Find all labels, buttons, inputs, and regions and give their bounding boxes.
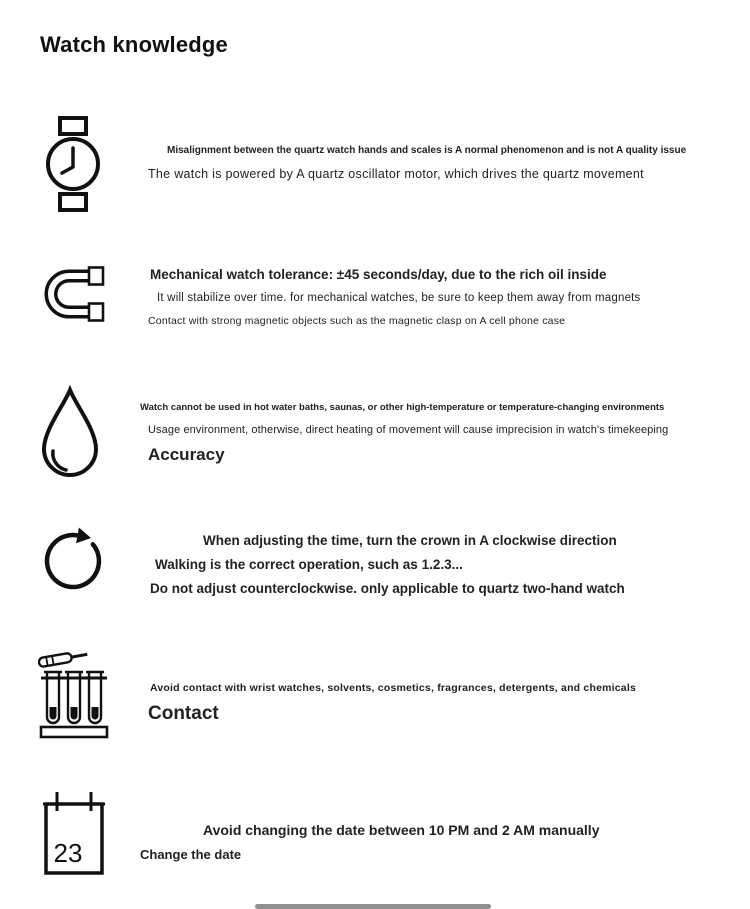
note-line: Misalignment between the quartz watch hands and scales is A normal phenomenon and is not A quality issue — [167, 145, 687, 156]
calendar-day: 23 — [53, 838, 83, 868]
section-text — [140, 383, 750, 468]
section-text — [140, 261, 750, 332]
note-line: Avoid contact with wrist watches, solvents, cosmetics, fragrances, detergents, and chemicals — [150, 682, 636, 694]
note-line: Usage environment, otherwise, direct heating of movement will cause imprecision in watch's timekeeping — [148, 424, 669, 436]
note-line: Do not adjust counterclockwise. only applicable to quartz two-hand watch — [150, 581, 625, 596]
note-line: Walking is the correct operation, such as 1.2.3... — [155, 557, 463, 572]
water-drop-icon — [40, 385, 100, 480]
section-text — [140, 113, 750, 186]
section-heading: Contact — [148, 703, 219, 724]
magnet-icon — [42, 265, 106, 323]
bottom-scroll-indicator — [255, 904, 491, 909]
clockwise-arrow-icon — [42, 523, 104, 593]
note-line: Mechanical watch tolerance: ±45 seconds/day, due to the rich oil inside — [150, 267, 607, 282]
test-tubes-icon — [38, 645, 110, 742]
section-heading: Accuracy — [148, 445, 225, 464]
section-date-change — [0, 786, 750, 867]
note-line: The watch is powered by A quartz oscillator motor, which drives the quartz movement — [148, 167, 644, 181]
section-quartz-movement — [0, 113, 750, 186]
note-line: It will stabilize over time. for mechanical watches, be sure to keep them away from magnets — [157, 292, 641, 304]
section-text — [140, 523, 750, 601]
calendar-icon — [42, 790, 106, 877]
note-line: Contact with strong magnetic objects such as the magnetic clasp on A cell phone case — [148, 315, 566, 327]
section-text — [140, 641, 750, 729]
page-title: Watch knowledge — [40, 32, 228, 57]
section-chemical-contact — [0, 641, 750, 729]
wristwatch-icon — [44, 115, 102, 213]
note-line: When adjusting the time, turn the crown in A clockwise direction — [203, 533, 617, 548]
section-text — [140, 786, 750, 867]
section-crown-adjustment — [0, 523, 750, 601]
section-accuracy — [0, 383, 750, 468]
note-line: Avoid changing the date between 10 PM and 2 AM manually — [203, 822, 600, 838]
section-magnetism — [0, 261, 750, 332]
note-line: Watch cannot be used in hot water baths, saunas, or other high-temperature or temperature-changing environments — [140, 402, 665, 413]
note-line: Change the date — [140, 847, 242, 862]
